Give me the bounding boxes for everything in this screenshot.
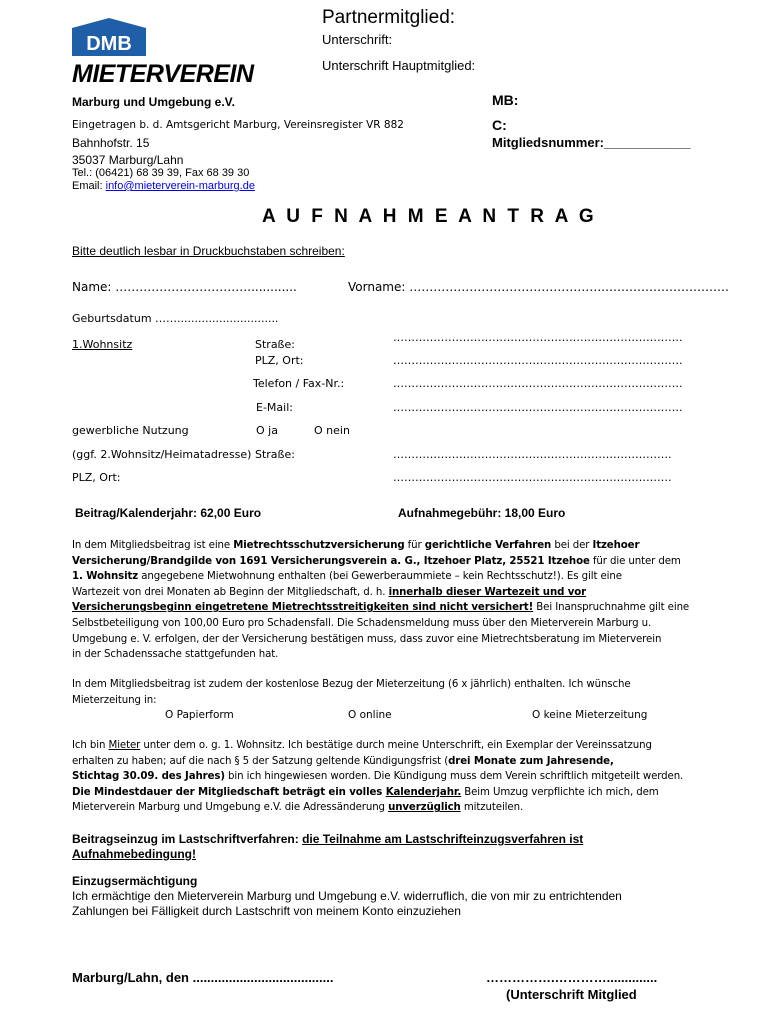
email-dots[interactable]: …………………………………………………………………….	[393, 401, 683, 414]
email-label: E-Mail:	[256, 401, 293, 414]
newspaper-paragraph: In dem Mitgliedsbeitrag ist zudem der kostenlose Bezug der Mieterzeitung (6 x jährlich) enthalten. Ich wünsche Mieterzeitung in:	[72, 679, 631, 706]
commercial-yes-option[interactable]: O ja	[256, 424, 278, 437]
membership-paragraph: Ich bin Mieter unter dem o. g. 1. Wohnsitz. Ich bestätige durch meine Unterschrift, ein Exemplar der Vereinssatzung erhalten zu haben; auf die nach § 5 der Satzung geltende Kündigungsfrist (drei Monate zum Jahresende, Stichtag 30.09. des Jahres) bin ich hingewiesen worden. Die Kündigung muss dem Verein schriftlich mitgeteilt werden. Die Mindestdauer der Mitgliedschaft beträgt ein volles Kalenderjahr. Beim Umzug verpflichte ich mich, dem Mieterverein Marburg und Umgebung e.V. die Adressänderung unverzüglich mitzuteilen.	[72, 740, 684, 814]
partner-title: Partnermitglied:	[322, 7, 456, 28]
org-email-label: Email:	[72, 180, 103, 192]
org-street: Bahnhofstr. 15	[72, 136, 150, 150]
partner-main-signature-label: Unterschrift Hauptmitglied:	[322, 58, 476, 73]
org-region: Marburg und Umgebung e.V.	[72, 95, 235, 109]
birthdate-field[interactable]: Geburtsdatum …….............................	[72, 312, 279, 325]
auth-line1: Ich ermächtige den Mieterverein Marburg und Umgebung e.V. widerruflich, die von mir zu entrichtenden	[72, 889, 622, 903]
auth-title: Einzugsermächtigung	[72, 874, 198, 888]
debit-heading-cont: Aufnahmebedingung!	[72, 847, 196, 861]
form-instruction: Bitte deutlich lesbar in Druckbuchstaben schreiben:	[72, 244, 345, 258]
org-registry: Eingetragen b. d. Amtsgericht Marburg, Vereinsregister VR 882	[72, 119, 404, 131]
insurance-paragraph: In dem Mitgliedsbeitrag ist eine Mietrechtsschutzversicherung für gerichtliche Verfahren bei der Itzehoer Versicherung/Brandgilde von 1691 Versicherungsverein a. G., Itzehoer Platz, 25521 Itzehoe für die unter dem 1. Wohnsitz angegebene Mietwohnung enthalten (bei Gewerberaummiete – kein Rechtsschutz!). Es gilt eine Wartezeit von drei Monaten ab Beginn der Mitgliedschaft, d. h. innerhalb dieser Wartezeit und vor Versicherungsbeginn eingetretene Mietrechtsstreitigkeiten sind nicht versichert! Bei Inanspruchnahme gilt eine Selbstbeteiligung von 100,00 Euro pro Schadensfall. Die Schadensmeldung muss über den Mieterverein Marburg u. Umgebung e. V. erfolgen, der der Versicherung bestätigen muss, dass zuvor eine Mietrechtsberatung im Mieterverein in der Schadenssache stattgefunden hat.	[72, 540, 690, 661]
annual-fee: Beitrag/Kalenderjahr: 62,00 Euro	[75, 506, 262, 520]
newspaper-online-option[interactable]: O online	[348, 709, 392, 721]
commercial-no-option[interactable]: O nein	[314, 424, 350, 437]
debit-heading: Beitragseinzug im Lastschriftverfahren: die Teilnahme am Lastschrifteinzugsverfahren ist	[72, 832, 584, 846]
phone-dots[interactable]: …………………………………………………………………….	[393, 377, 683, 390]
org-email-link[interactable]: info@mieterverein-marburg.de	[105, 180, 255, 192]
member-signature-label: (Unterschrift Mitglied	[506, 987, 637, 1002]
plz-dots[interactable]: …………………………………………………………………….	[393, 354, 683, 367]
plz-label: PLZ, Ort:	[255, 354, 304, 367]
street-dots[interactable]: …………………………………………………………………….	[393, 331, 683, 344]
org-city: 35037 Marburg/Lahn	[72, 153, 184, 167]
org-name: MIETERVEREIN	[72, 60, 254, 88]
logo-text: DMB	[86, 33, 132, 55]
second-residence-label: (ggf. 2.Wohnsitz/Heimatadresse) Straße:	[72, 448, 295, 461]
form-title: A U F N A H M E A N T R A G	[262, 206, 597, 227]
second-plz-dots[interactable]: ………………………………………………………………….	[393, 471, 672, 484]
member-signature-field[interactable]: …………….…………..............	[486, 970, 658, 985]
residence1-label: 1.Wohnsitz	[72, 338, 133, 351]
second-plz-label: PLZ, Ort:	[72, 471, 121, 484]
c-label: C:	[492, 117, 507, 133]
admission-fee: Aufnahmegebühr: 18,00 Euro	[398, 506, 566, 520]
commercial-label: gewerbliche Nutzung	[72, 424, 189, 437]
vorname-field[interactable]: Vorname: ………………………………………….………………………….	[348, 280, 729, 294]
name-field[interactable]: Name: …………………………….............	[72, 280, 297, 294]
newspaper-none-option[interactable]: O keine Mieterzeitung	[532, 709, 648, 721]
second-street-dots[interactable]: ………………………………………………………………….	[393, 448, 672, 461]
newspaper-paper-option[interactable]: O Papierform	[165, 709, 234, 721]
mb-label: MB:	[492, 92, 519, 108]
member-number-field[interactable]: Mitgliedsnummer:____________	[492, 135, 691, 150]
org-phone: Tel.: (06421) 68 39 39, Fax 68 39 30	[72, 167, 250, 179]
auth-line2: Zahlungen bei Fälligkeit durch Lastschrift von meinem Konto einzuziehen	[72, 904, 461, 918]
partner-signature-label: Unterschrift:	[322, 32, 393, 47]
place-date-field[interactable]: Marburg/Lahn, den .......................................	[72, 970, 334, 985]
org-email-line	[72, 180, 255, 192]
dmb-logo	[72, 18, 146, 56]
street-label: Straße:	[255, 338, 295, 351]
phone-label: Telefon / Fax-Nr.:	[253, 377, 345, 390]
